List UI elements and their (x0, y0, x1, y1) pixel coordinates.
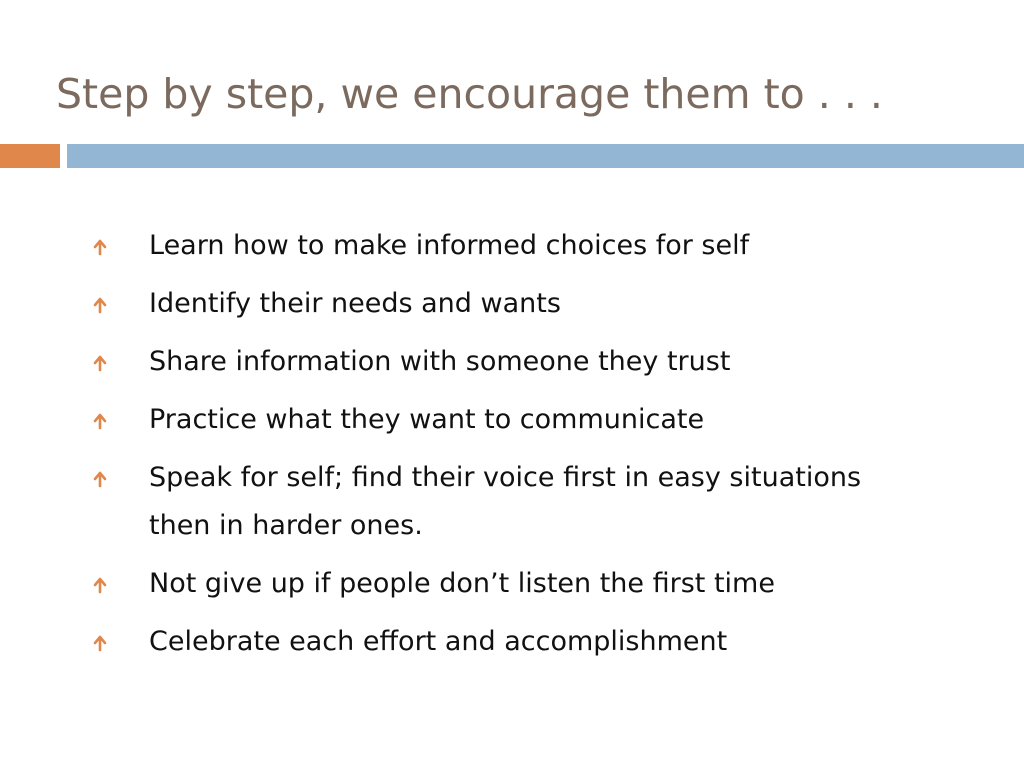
title-rule-orange (0, 144, 60, 168)
bullet-text: Not give up if people don’t listen the first time (149, 568, 775, 599)
up-arrow-icon (90, 411, 110, 431)
bullet-item (90, 280, 970, 328)
bullet-item (90, 454, 970, 550)
bullet-item (90, 560, 970, 608)
bullet-text: Identify their needs and wants (149, 288, 561, 319)
slide-title: Step by step, we encourage them to . . . (56, 70, 883, 118)
bullet-text: Celebrate each effort and accomplishment (149, 626, 728, 657)
bullet-list (90, 222, 970, 676)
bullet-item (90, 222, 970, 270)
up-arrow-icon (90, 295, 110, 315)
bullet-text: Share information with someone they trust (149, 346, 731, 377)
bullet-item (90, 618, 970, 666)
up-arrow-icon (90, 237, 110, 257)
bullet-text: Learn how to make informed choices for self (149, 230, 750, 261)
up-arrow-icon (90, 633, 110, 653)
title-rule-blue (67, 144, 1024, 168)
bullet-text: Speak for self; find their voice first in easy situations then in harder ones. (149, 462, 862, 541)
up-arrow-icon (90, 469, 110, 489)
bullet-text: Practice what they want to communicate (149, 404, 705, 435)
up-arrow-icon (90, 353, 110, 373)
up-arrow-icon (90, 575, 110, 595)
bullet-item (90, 396, 970, 444)
bullet-item (90, 338, 970, 386)
